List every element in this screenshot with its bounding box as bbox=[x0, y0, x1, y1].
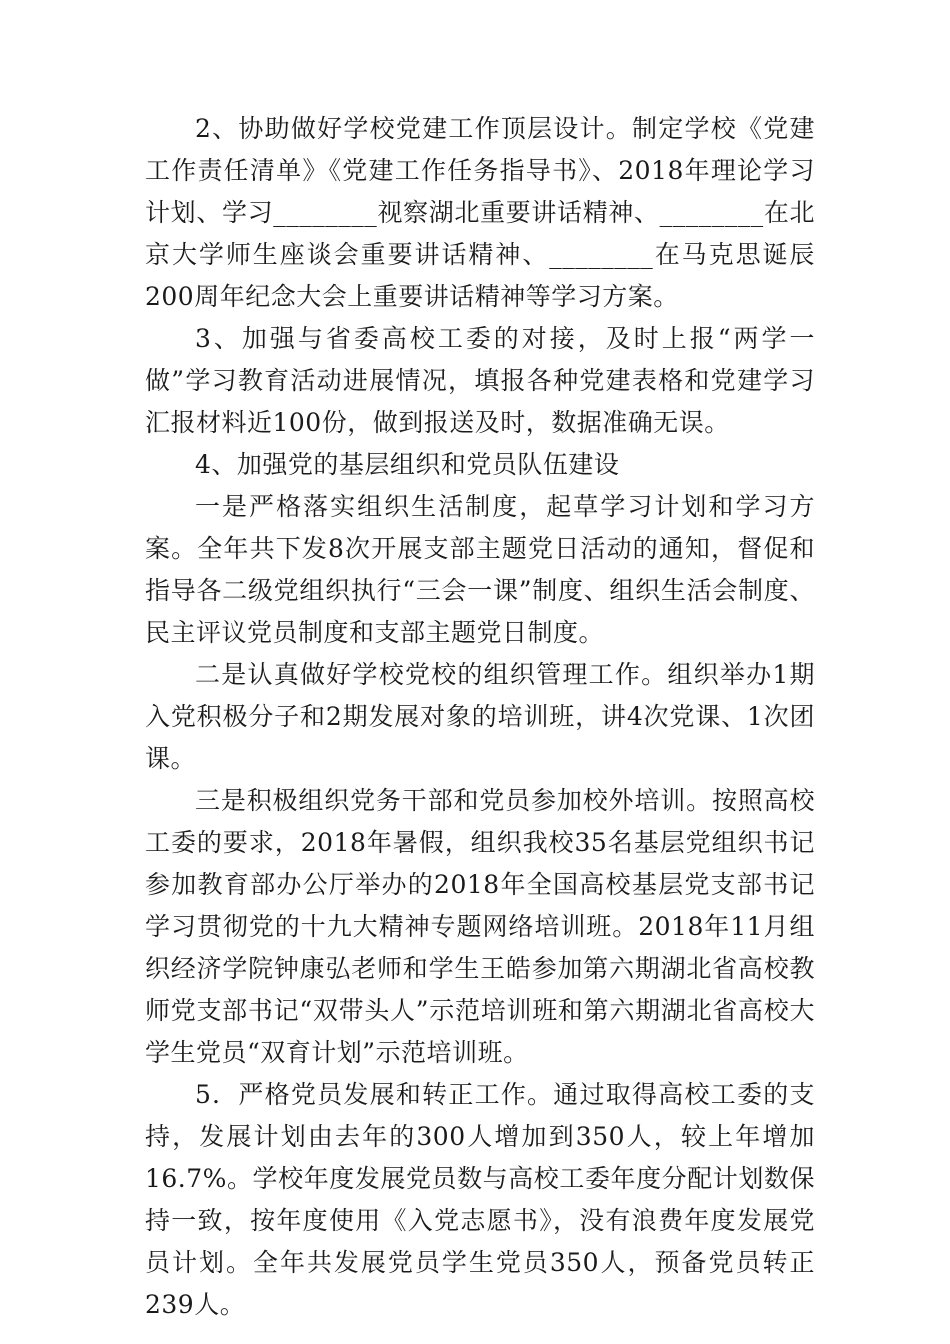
paragraph-top-level-design: 2、协助做好学校党建工作顶层设计。制定学校《党建工作责任清单》《党建工作任务指导书》、2018年理论学习计划、学习________视察湖北重要讲话精神、________在北京大学师生座谈会重要讲话精神、________在马克思诞辰200周年纪念大会上重要讲话精神等学习方案。 bbox=[145, 114, 815, 311]
paragraph-member-development: 5．严格党员发展和转正工作。通过取得高校工委的支持，发展计划由去年的300人增加到350人，较上年增加16.7%。学校年度发展党员数与高校工委年度分配计划数保持一致，按年度使用《入党志愿书》，没有浪费年度发展党员计划。全年共发展党员学生党员350人，预备党员转正239人。 bbox=[145, 1080, 815, 1319]
paragraph-party-school: 二是认真做好学校党校的组织管理工作。组织举办1期入党积极分子和2期发展对象的培训班，讲4次党课、1次团课。 bbox=[145, 660, 815, 773]
paragraph-external-training: 三是积极组织党务干部和党员参加校外培训。按照高校工委的要求，2018年暑假，组织我校35名基层党组织书记参加教育部办公厅举办的2018年全国高校基层党支部书记学习贯彻党的十九大精神专题网络培训班。2018年11月组织经济学院钟康弘老师和学生王皓参加第六期湖北省高校教师党支部书记“双带头人”示范培训班和第六期湖北省高校大学生党员“双育计划”示范培训班。 bbox=[145, 786, 815, 1067]
paragraph-liaison-with-committee: 3、加强与省委高校工委的对接，及时上报“两学一做”学习教育活动进展情况，填报各种党建表格和党建学习汇报材料近100份，做到报送及时，数据准确无误。 bbox=[145, 324, 815, 437]
paragraph-organizational-life: 一是严格落实组织生活制度，起草学习计划和学习方案。全年共下发8次开展支部主题党日活动的通知，督促和指导各二级党组织执行“三会一课”制度、组织生活会制度、民主评议党员制度和支部主题党日制度。 bbox=[145, 492, 815, 647]
paragraph-grassroots-heading: 4、加强党的基层组织和党员队伍建设 bbox=[195, 450, 620, 479]
document-body bbox=[145, 108, 815, 1326]
